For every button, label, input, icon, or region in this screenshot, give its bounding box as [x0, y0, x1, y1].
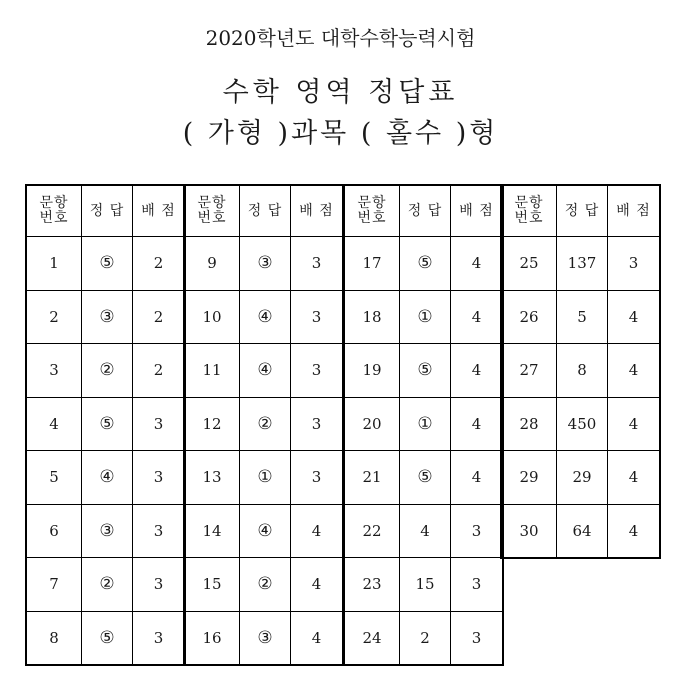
exam-subtitle: 2020학년도 대학수학능력시험	[205, 26, 476, 50]
points-value: 4	[607, 505, 659, 558]
question-number: 1	[49, 254, 59, 273]
table-row	[502, 450, 659, 504]
points-value: 4	[290, 558, 342, 611]
question-number: 30	[519, 521, 539, 540]
answer-value: 29	[556, 451, 607, 504]
answer-value: 8	[556, 344, 607, 397]
answer-value: ①	[239, 451, 290, 504]
answer-value: ⑤	[81, 398, 132, 451]
points-value: 4	[607, 451, 659, 504]
table-row	[345, 557, 502, 611]
answer-value: ⑤	[399, 237, 450, 290]
table-row	[502, 397, 659, 451]
answer-value: ⑤	[399, 344, 450, 397]
points-value: 4	[607, 291, 659, 344]
answer-value: ④	[239, 291, 290, 344]
points-value: 3	[132, 505, 184, 558]
answer-value: 64	[556, 505, 607, 558]
question-number: 21	[362, 468, 382, 487]
table-row	[185, 557, 342, 611]
points-value: 3	[132, 612, 184, 665]
question-number: 15	[202, 575, 222, 594]
answer-value: ②	[239, 558, 290, 611]
points-value: 3	[132, 558, 184, 611]
table-row	[185, 397, 342, 451]
column-header-answer: 정 답	[81, 186, 132, 236]
column-header-number	[185, 186, 239, 236]
answer-value: 137	[556, 237, 607, 290]
points-value: 3	[290, 451, 342, 504]
header-row	[185, 186, 342, 236]
points-value: 3	[290, 344, 342, 397]
question-number: 27	[519, 361, 539, 380]
answer-value: 2	[399, 612, 450, 665]
answer-value: 15	[399, 558, 450, 611]
subject-type-line: ( 가형 )과목 ( 홀수 )형	[182, 118, 499, 149]
points-value: 3	[132, 451, 184, 504]
table-row	[27, 450, 184, 504]
table-row	[27, 504, 184, 558]
table-row	[185, 290, 342, 344]
table-row	[185, 504, 342, 558]
header-label: 문항 번호	[197, 195, 227, 226]
question-number: 12	[202, 414, 222, 433]
table-row	[345, 290, 502, 344]
question-number: 29	[519, 468, 539, 487]
header-label: 문항 번호	[514, 195, 544, 226]
question-number: 14	[202, 521, 222, 540]
question-number: 13	[202, 468, 222, 487]
table-row	[27, 397, 184, 451]
answer-value: ③	[81, 505, 132, 558]
question-number: 23	[362, 575, 382, 594]
table-row	[27, 236, 184, 290]
table-row	[27, 611, 184, 665]
answer-value: ⑤	[399, 451, 450, 504]
header-label: 문항 번호	[39, 195, 69, 226]
points-value: 2	[132, 291, 184, 344]
question-number: 4	[49, 414, 59, 433]
table-row	[502, 290, 659, 344]
points-value: 3	[450, 612, 502, 665]
table-row	[27, 557, 184, 611]
question-number: 10	[202, 307, 222, 326]
answer-value: ⑤	[81, 612, 132, 665]
question-number: 3	[49, 361, 59, 380]
question-number: 24	[362, 628, 382, 647]
header-row	[345, 186, 502, 236]
answer-value: ④	[81, 451, 132, 504]
header-row	[502, 186, 659, 236]
table-row	[345, 343, 502, 397]
answer-value: ③	[81, 291, 132, 344]
column-header-answer: 정 답	[556, 186, 607, 236]
points-value: 3	[290, 291, 342, 344]
answer-value: ④	[239, 344, 290, 397]
question-number: 11	[202, 361, 222, 380]
table-row	[345, 397, 502, 451]
table-row	[502, 504, 659, 558]
answer-group-1	[25, 184, 186, 666]
answer-value: ⑤	[81, 237, 132, 290]
question-number: 18	[362, 307, 382, 326]
answer-value: ③	[239, 612, 290, 665]
points-value: 4	[290, 505, 342, 558]
question-number: 28	[519, 414, 539, 433]
answer-value: ②	[81, 344, 132, 397]
points-value: 4	[450, 237, 502, 290]
column-header-number	[27, 186, 81, 236]
answer-value: ①	[399, 398, 450, 451]
points-value: 3	[607, 237, 659, 290]
points-value: 3	[450, 558, 502, 611]
question-number: 6	[49, 521, 59, 540]
answer-group-4	[500, 184, 661, 559]
points-value: 4	[450, 451, 502, 504]
table-row	[345, 611, 502, 665]
points-value: 3	[290, 398, 342, 451]
question-number: 22	[362, 521, 382, 540]
answer-value: ③	[239, 237, 290, 290]
question-number: 8	[49, 628, 59, 647]
question-number: 20	[362, 414, 382, 433]
question-number: 9	[207, 254, 217, 273]
points-value: 3	[290, 237, 342, 290]
answer-value: 4	[399, 505, 450, 558]
table-row	[185, 343, 342, 397]
question-number: 17	[362, 254, 382, 273]
answer-value: ②	[239, 398, 290, 451]
answer-group-2	[183, 184, 344, 666]
table-row	[185, 236, 342, 290]
column-header-number	[502, 186, 556, 236]
question-number: 25	[519, 254, 539, 273]
question-number: 16	[202, 628, 222, 647]
points-value: 4	[450, 344, 502, 397]
table-row	[345, 504, 502, 558]
points-value: 4	[607, 398, 659, 451]
table-row	[27, 343, 184, 397]
points-value: 2	[132, 237, 184, 290]
answer-value: 450	[556, 398, 607, 451]
answer-value: ④	[239, 505, 290, 558]
table-row	[345, 236, 502, 290]
column-header-points: 배 점	[607, 186, 659, 236]
points-value: 4	[450, 291, 502, 344]
table-row	[185, 611, 342, 665]
points-value: 2	[132, 344, 184, 397]
answer-value: ②	[81, 558, 132, 611]
column-header-number	[345, 186, 399, 236]
column-header-points: 배 점	[132, 186, 184, 236]
column-header-answer: 정 답	[239, 186, 290, 236]
answer-value: ①	[399, 291, 450, 344]
table-row	[502, 343, 659, 397]
points-value: 3	[450, 505, 502, 558]
column-header-points: 배 점	[450, 186, 502, 236]
points-value: 4	[290, 612, 342, 665]
question-number: 2	[49, 307, 59, 326]
points-value: 4	[450, 398, 502, 451]
question-number: 7	[49, 575, 59, 594]
page-title: 수학 영역 정답표	[222, 77, 459, 108]
question-number: 19	[362, 361, 382, 380]
table-row	[185, 450, 342, 504]
points-value: 4	[607, 344, 659, 397]
header-label: 문항 번호	[357, 195, 387, 226]
answer-group-3	[343, 184, 504, 666]
table-row	[27, 290, 184, 344]
header-row	[27, 186, 184, 236]
column-header-answer: 정 답	[399, 186, 450, 236]
answer-value: 5	[556, 291, 607, 344]
question-number: 26	[519, 307, 539, 326]
table-row	[345, 450, 502, 504]
points-value: 3	[132, 398, 184, 451]
column-header-points: 배 점	[290, 186, 342, 236]
question-number: 5	[49, 468, 59, 487]
table-row	[502, 236, 659, 290]
